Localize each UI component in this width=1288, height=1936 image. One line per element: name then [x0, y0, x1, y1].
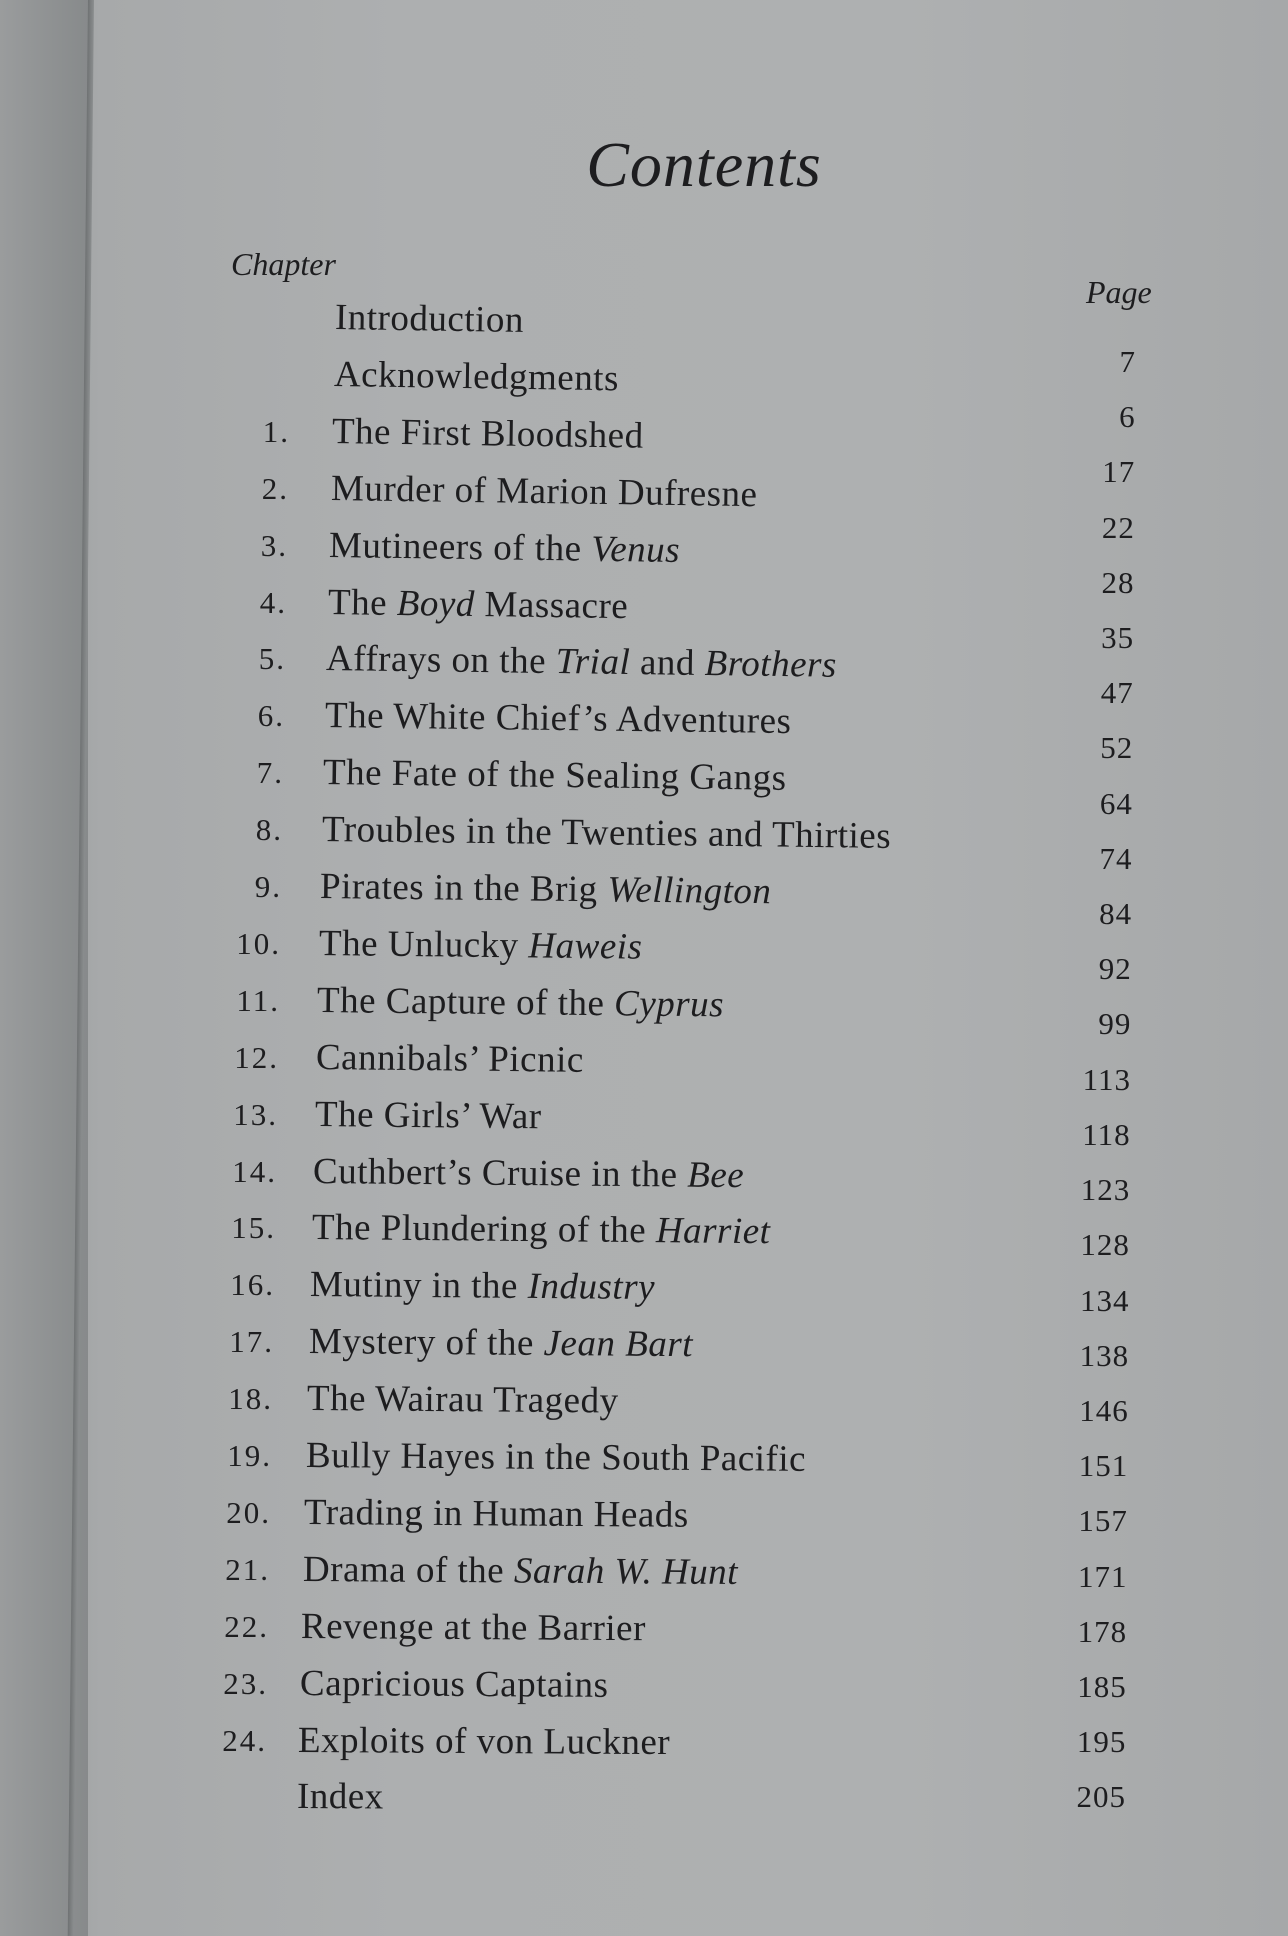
page-number: 123 [1080, 1172, 1131, 1208]
title-text: Mutineers of the [328, 524, 592, 570]
ship-name: Wellington [607, 869, 773, 913]
chapter-title [307, 1377, 619, 1423]
title-text: The Plundering of the [311, 1207, 656, 1252]
page-number: 151 [1078, 1448, 1129, 1484]
page-number: 205 [1076, 1779, 1126, 1815]
title-text: Revenge at the Barrier [301, 1605, 647, 1649]
title-text: The Capture of the [317, 979, 615, 1025]
chapter-number: 20. [226, 1494, 271, 1530]
page-title: Contents [586, 129, 822, 200]
ship-name: Sarah W. Hunt [513, 1550, 739, 1593]
chapter-number: 18. [228, 1381, 273, 1417]
page-number: 134 [1079, 1282, 1130, 1318]
title-text: Drama of the [302, 1548, 514, 1592]
title-text: Capricious Captains [299, 1662, 609, 1706]
title-text: Pirates in the Brig [320, 866, 609, 911]
chapter-title [304, 1491, 689, 1537]
chapter-number: 13. [233, 1096, 278, 1132]
page-number: 64 [1099, 785, 1133, 821]
page-number: 195 [1076, 1724, 1127, 1760]
ship-name: Brothers [704, 643, 838, 687]
title-text: Acknowledgments [333, 353, 619, 400]
title-text: The Unlucky [318, 922, 529, 967]
chapter-number: 2. [261, 470, 289, 506]
chapter-number: 23. [223, 1665, 268, 1701]
chapter-title [333, 353, 619, 400]
page-number: 92 [1098, 951, 1132, 987]
chapter-title [322, 808, 892, 858]
ship-name: Haweis [528, 925, 643, 968]
page-number: 178 [1077, 1613, 1128, 1649]
ship-name: Trial [555, 641, 631, 684]
page-number: 28 [1101, 564, 1135, 600]
chapter-number: 1. [262, 413, 290, 449]
chapter-title [311, 1206, 770, 1253]
chapter-number: 19. [227, 1438, 272, 1473]
chapter-number: 9. [254, 869, 282, 904]
page-number: 113 [1082, 1061, 1131, 1097]
title-text: Mystery of the [308, 1321, 544, 1365]
page-number: 6 [1119, 399, 1136, 435]
title-text: Mutiny in the [309, 1264, 529, 1308]
ship-name: Harriet [655, 1210, 771, 1253]
title-text: The First Bloodshed [331, 410, 645, 457]
chapter-number: 24. [222, 1722, 267, 1758]
title-text: The Wairau Tragedy [307, 1378, 619, 1422]
ship-name: Venus [591, 528, 681, 571]
chapter-title [324, 694, 791, 743]
page-number: 171 [1078, 1558, 1128, 1594]
chapter-number: 12. [234, 1039, 279, 1075]
chapter-title [320, 865, 772, 913]
title-text: and [630, 642, 706, 685]
chapter-title [330, 467, 757, 516]
page-number: 84 [1099, 896, 1133, 932]
chapter-number: 5. [258, 641, 286, 677]
ship-name: Cyprus [614, 983, 725, 1026]
title-text: The White Chief’s Adventures [324, 695, 792, 743]
page-number: 35 [1101, 620, 1135, 656]
chapter-title [297, 1775, 384, 1818]
page-number: 74 [1099, 840, 1133, 876]
chapter-number: 8. [255, 812, 283, 848]
chapter-title [332, 410, 644, 458]
chapter-number: 7. [256, 755, 284, 791]
page-number: 118 [1082, 1116, 1131, 1152]
page-number: 7 [1119, 344, 1136, 379]
title-text: Bully Hayes in the South Pacific [305, 1435, 806, 1480]
ship-name: Industry [527, 1266, 656, 1309]
title-text: Introduction [334, 297, 525, 341]
title-text: Cuthbert’s Cruise in the [312, 1150, 688, 1196]
chapter-number: 21. [225, 1551, 270, 1587]
chapter-number: 4. [259, 584, 287, 620]
chapter-title [314, 1093, 541, 1138]
chapter-number: 14. [232, 1153, 277, 1189]
chapter-title [323, 751, 787, 800]
chapter-title [309, 1320, 693, 1366]
chapter-title [329, 524, 681, 572]
chapter-number: 10. [236, 925, 281, 961]
chapter-number: 6. [257, 698, 285, 734]
title-text: Index [296, 1776, 384, 1818]
chapter-title [317, 979, 725, 1026]
page-number: 52 [1100, 730, 1134, 766]
title-text: Massacre [474, 583, 629, 627]
page-number: 185 [1077, 1668, 1127, 1704]
page-number: 17 [1102, 454, 1136, 490]
chapter-title [300, 1662, 609, 1707]
chapter-title [327, 581, 628, 628]
chapter-title [303, 1548, 738, 1594]
chapter-title [306, 1434, 806, 1481]
chapter-title [335, 296, 525, 342]
page-number: 99 [1098, 1006, 1132, 1042]
ship-name: Boyd [396, 582, 475, 625]
chapter-title [301, 1605, 646, 1650]
chapter-number: 16. [230, 1267, 275, 1303]
page-number: 22 [1101, 509, 1135, 545]
page-number: 157 [1078, 1503, 1128, 1539]
chapter-title [326, 637, 837, 687]
chapter-number: 11. [236, 982, 280, 1018]
ship-name: Jean Bart [543, 1323, 693, 1366]
chapter-title [310, 1263, 655, 1309]
title-text: The Girls’ War [314, 1093, 542, 1137]
chapter-title [319, 922, 643, 969]
chapter-column-label: Chapter [231, 246, 336, 282]
ship-name: Bee [687, 1154, 745, 1196]
chapter-number: 15. [231, 1210, 276, 1246]
page-number: 138 [1079, 1337, 1130, 1373]
page-number: 128 [1080, 1227, 1130, 1263]
page-column-label: Page [1086, 274, 1152, 310]
chapter-number: 3. [260, 527, 288, 563]
title-text: The [327, 581, 397, 624]
chapter-title [298, 1719, 670, 1764]
title-text: The Fate of the Sealing Gangs [323, 752, 788, 799]
chapter-title [313, 1150, 745, 1197]
chapter-number: 22. [224, 1608, 269, 1644]
title-text: Exploits of von Luckner [298, 1719, 671, 1763]
title-text: Cannibals’ Picnic [315, 1036, 584, 1081]
title-text: Trading in Human Heads [304, 1491, 690, 1536]
title-text: Murder of Marion Dufresne [330, 467, 758, 515]
page-number: 146 [1079, 1392, 1129, 1428]
title-text: Troubles in the Twenties and Thirties [321, 809, 892, 857]
page-number: 47 [1100, 675, 1134, 711]
chapter-number: 17. [229, 1324, 274, 1360]
title-text: Affrays on the [325, 638, 557, 683]
chapter-title [316, 1036, 584, 1082]
